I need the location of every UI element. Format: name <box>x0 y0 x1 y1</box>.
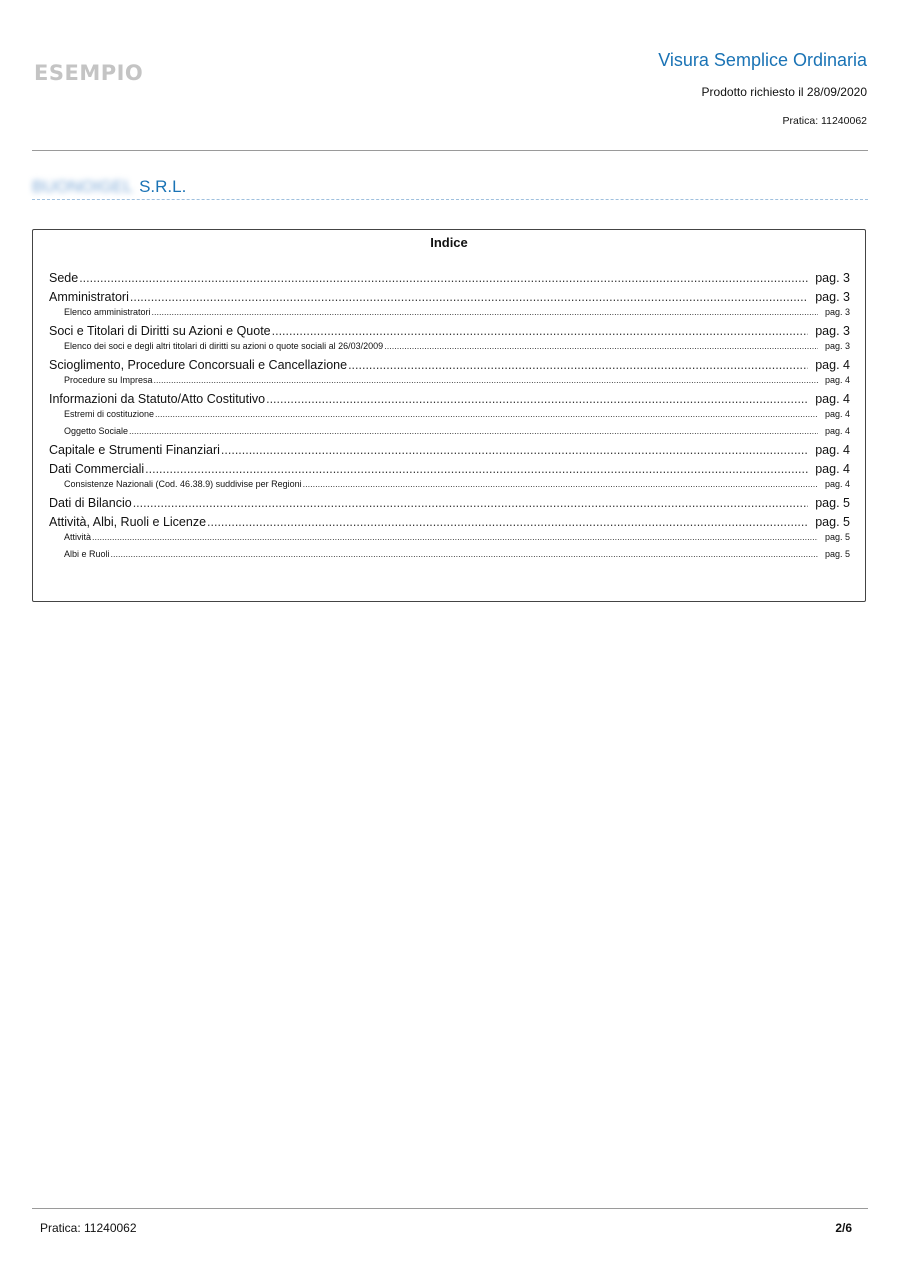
dot-leader <box>130 290 808 304</box>
index-entries <box>49 271 850 566</box>
index-entry-page: pag. 4 <box>824 479 850 489</box>
page-number: 2/6 <box>835 1221 852 1235</box>
index-entry-label: Scioglimento, Procedure Concorsuali e Cancellazione <box>49 358 348 372</box>
index-entry-page: pag. 5 <box>824 549 850 559</box>
dot-leader <box>111 549 818 559</box>
dot-leader <box>384 341 818 351</box>
index-entry-label: Dati di Bilancio <box>49 496 132 510</box>
index-entry-label: Sede <box>49 271 79 285</box>
dot-leader <box>272 324 809 338</box>
dot-leader <box>221 443 808 457</box>
index-entry-label: Amministratori <box>49 290 129 304</box>
dot-leader <box>266 392 808 406</box>
index-entry-page: pag. 4 <box>815 358 850 372</box>
dot-leader <box>348 358 808 372</box>
document-title: Visura Semplice Ordinaria <box>658 50 867 70</box>
index-entry-page: pag. 4 <box>815 443 850 457</box>
index-entry-page: pag. 4 <box>815 462 850 476</box>
dot-leader <box>145 462 808 476</box>
index-entry-page: pag. 5 <box>815 496 850 510</box>
index-entry-page: pag. 4 <box>824 409 850 419</box>
index-entry-label: Elenco amministratori <box>64 307 151 317</box>
index-subentry[interactable] <box>49 532 850 549</box>
dot-leader <box>133 496 809 510</box>
index-entry-label: Capitale e Strumenti Finanziari <box>49 443 220 457</box>
dot-leader <box>129 426 818 436</box>
dot-leader <box>92 532 818 542</box>
watermark-text: ESEMPIO <box>34 61 144 85</box>
index-entry-page: pag. 4 <box>824 375 850 385</box>
pratica-number-header: Pratica: 11240062 <box>782 115 867 127</box>
index-subentry[interactable] <box>49 307 850 324</box>
dot-leader <box>303 479 818 489</box>
index-entry[interactable] <box>49 496 850 515</box>
pratica-number-footer: Pratica: 11240062 <box>40 1221 137 1235</box>
index-subentry[interactable] <box>49 426 850 443</box>
index-entry-page: pag. 3 <box>815 271 850 285</box>
company-legal-form: S.R.L. <box>139 177 187 196</box>
dot-leader <box>152 307 818 317</box>
index-entry-label: Oggetto Sociale <box>64 426 129 436</box>
index-entry-label: Attività, Albi, Ruoli e Licenze <box>49 515 207 529</box>
requested-date: Prodotto richiesto il 28/09/2020 <box>701 85 867 99</box>
index-entry-label: Estremi di costituzione <box>64 409 155 419</box>
index-subentry[interactable] <box>49 409 850 426</box>
index-entry-label: Dati Commerciali <box>49 462 145 476</box>
company-name <box>32 177 186 197</box>
dot-leader <box>79 271 808 285</box>
index-subentry[interactable] <box>49 479 850 496</box>
index-box <box>32 229 866 602</box>
index-entry-label: Albi e Ruoli <box>64 549 110 559</box>
index-subentry[interactable] <box>49 375 850 392</box>
index-entry-page: pag. 3 <box>824 307 850 317</box>
index-entry-label: Informazioni da Statuto/Atto Costitutivo <box>49 392 266 406</box>
index-entry-page: pag. 3 <box>824 341 850 351</box>
index-subentry[interactable] <box>49 549 850 566</box>
index-entry-page: pag. 3 <box>815 290 850 304</box>
dot-leader <box>154 375 818 385</box>
index-subentry[interactable] <box>49 341 850 358</box>
index-entry-label: Soci e Titolari di Diritti su Azioni e Quote <box>49 324 271 338</box>
dot-leader <box>155 409 818 419</box>
index-entry-label: Consistenze Nazionali (Cod. 46.38.9) suddivise per Regioni <box>64 479 302 489</box>
index-entry-label: Procedure su Impresa <box>64 375 153 385</box>
company-divider <box>32 199 868 200</box>
index-entry-page: pag. 3 <box>815 324 850 338</box>
index-entry-page: pag. 4 <box>824 426 850 436</box>
header-divider <box>32 150 868 151</box>
index-entry[interactable] <box>49 271 850 290</box>
index-entry-page: pag. 5 <box>824 532 850 542</box>
index-entry[interactable] <box>49 443 850 462</box>
dot-leader <box>207 515 808 529</box>
index-entry-label: Attività <box>64 532 92 542</box>
index-title: Indice <box>430 235 468 250</box>
footer-divider <box>32 1208 868 1209</box>
index-entry-page: pag. 5 <box>815 515 850 529</box>
index-entry-label: Elenco dei soci e degli altri titolari di diritti su azioni o quote sociali al 26/03/2009 <box>64 341 384 351</box>
company-name-redacted: BUONOIGEL <box>32 177 134 196</box>
index-entry-page: pag. 4 <box>815 392 850 406</box>
